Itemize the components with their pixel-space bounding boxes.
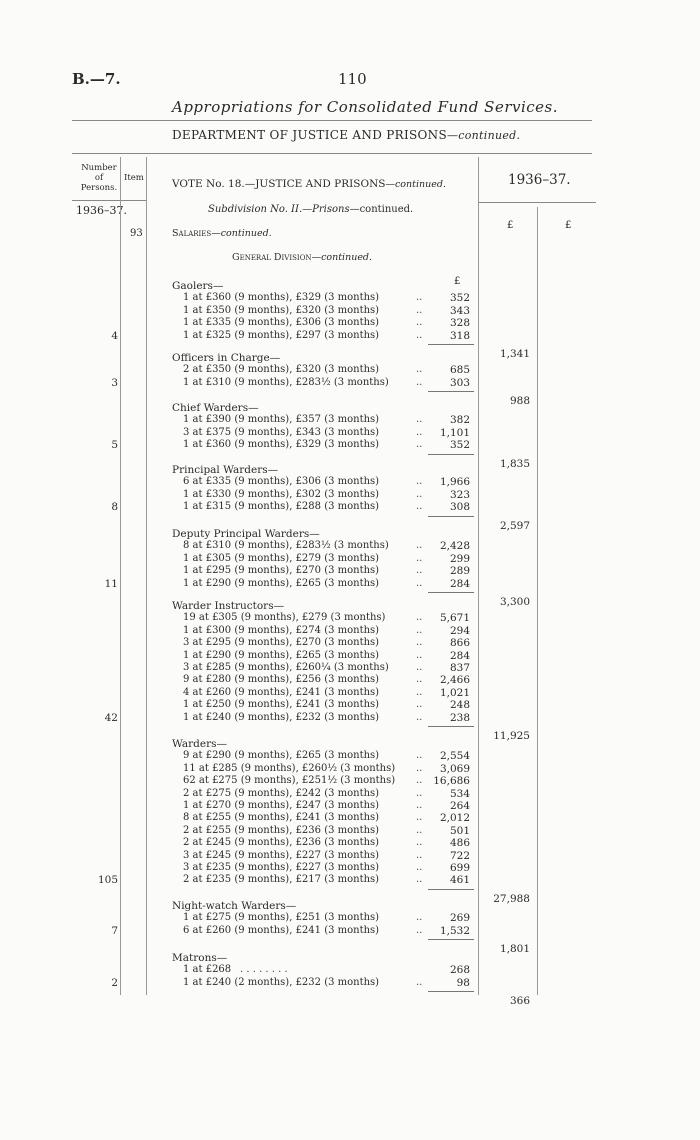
leader-dots: .. (416, 787, 423, 799)
line-amount: 294 (449, 624, 470, 637)
leader-dots: .. (416, 364, 423, 376)
line-amount: 699 (449, 862, 470, 874)
table-top-rule (72, 153, 592, 154)
salary-line: 2 at £235 (9 months), £217 (3 months) (183, 874, 380, 886)
department-suffix: —continued. (446, 129, 521, 142)
line-amount: 3,069 (439, 762, 470, 775)
subtotal-rule (428, 454, 474, 455)
department-heading (172, 128, 520, 142)
salary-line: 3 at £285 (9 months), £260¼ (3 months) (183, 662, 389, 673)
salary-line: 4 at £260 (9 months), £241 (3 months) (183, 686, 380, 698)
leader-dots: .. (416, 488, 423, 500)
line-amount: 461 (449, 874, 470, 887)
leader-dots: .. (416, 540, 423, 552)
line-amount: 5,671 (439, 612, 470, 625)
leader-dots: .. (416, 624, 423, 636)
line-amount: 382 (449, 414, 470, 427)
line-amount: 1,101 (439, 426, 470, 439)
leader-dots: .. (416, 762, 423, 774)
leader-dots: .. (416, 649, 423, 661)
group-title: Warder Instructors— (172, 600, 285, 612)
leader-dots: .. (416, 874, 423, 886)
line-amount: 343 (449, 304, 470, 317)
persons-count: 5 (111, 439, 118, 452)
subtotal-rule (428, 592, 474, 593)
salary-line: 19 at £305 (9 months), £279 (3 months) (183, 612, 386, 624)
leader-dots: .. (416, 501, 423, 513)
leader-dots: .. (416, 812, 423, 824)
subdivision-prefix: Subdivision No. II. (208, 204, 303, 215)
leader-dots: .. (416, 577, 423, 589)
leader-dots: .. (416, 849, 423, 861)
salary-line: 1 at £335 (9 months), £306 (3 months) (183, 317, 380, 329)
salary-line: 1 at £325 (9 months), £297 (3 months) (183, 329, 380, 341)
salaries-label: Salaries (172, 228, 212, 239)
line-amount: 16,686 (433, 775, 470, 788)
leader-dots: . . . . . . . . (240, 964, 288, 976)
salary-line: 1 at £360 (9 months), £329 (3 months) (183, 292, 380, 304)
line-amount: 248 (449, 699, 470, 712)
salary-line: 1 at £305 (9 months), £279 (3 months) (183, 552, 380, 564)
subtotal-rule (428, 991, 474, 992)
group-title: Warders— (172, 738, 228, 750)
group-title: Night-watch Warders— (172, 900, 297, 912)
salary-line: 3 at £235 (9 months), £227 (3 months) (183, 862, 380, 873)
leader-dots: .. (416, 862, 423, 873)
line-amount: 486 (449, 837, 470, 850)
header-rule (72, 120, 592, 121)
line-amount: 323 (449, 488, 470, 501)
salary-line: 1 at £250 (9 months), £241 (3 months) (183, 699, 380, 711)
line-amount: 238 (449, 711, 470, 724)
vote-title: VOTE No. 18.—JUSTICE AND PRISONS (172, 178, 386, 190)
salary-line: 1 at £310 (9 months), £283½ (3 months) (183, 376, 389, 388)
group-title: Officers in Charge— (172, 352, 281, 364)
line-amount: 1,021 (439, 686, 470, 699)
leader-dots: .. (416, 750, 423, 762)
salary-line: 1 at £350 (9 months), £320 (3 months) (183, 304, 380, 316)
column-divider-total (537, 207, 538, 995)
salary-line: 9 at £280 (9 months), £256 (3 months) (183, 674, 380, 686)
line-amount: 264 (449, 800, 470, 812)
persons-count: 3 (111, 376, 118, 389)
header-right-rule (478, 202, 596, 203)
department-name: DEPARTMENT OF JUSTICE AND PRISONS (172, 128, 447, 142)
salary-line: 1 at £300 (9 months), £274 (3 months) (183, 624, 380, 636)
salary-line: 6 at £260 (9 months), £241 (3 months) (183, 924, 380, 936)
salary-line: 9 at £290 (9 months), £265 (3 months) (183, 750, 380, 762)
column-divider-persons (120, 157, 121, 995)
line-amount: 1,966 (439, 476, 470, 489)
group-title: Deputy Principal Warders— (172, 528, 320, 540)
group-total: 988 (509, 395, 530, 408)
line-amount: 269 (449, 912, 470, 925)
group-total: 3,300 (499, 596, 530, 608)
item-number: 93 (130, 228, 143, 239)
leader-dots: .. (416, 674, 423, 686)
column-header-year: 1936–37. (508, 172, 571, 188)
salary-line: 1 at £290 (9 months), £265 (3 months) (183, 577, 380, 589)
leader-dots: .. (416, 800, 423, 811)
group-total: 2,597 (499, 519, 530, 532)
persons-count: 8 (111, 501, 118, 514)
salary-line: 8 at £255 (9 months), £241 (3 months) (183, 812, 380, 824)
line-amount: 866 (449, 637, 470, 650)
line-amount: 2,466 (439, 674, 470, 687)
leader-dots: .. (416, 637, 423, 649)
salary-line: 1 at £270 (9 months), £247 (3 months) (183, 800, 380, 811)
leader-dots: .. (416, 612, 423, 624)
persons-count: 42 (104, 711, 118, 724)
group-title: Matrons— (172, 952, 228, 964)
subdivision-heading (208, 204, 413, 215)
pound-header-right: £ (565, 220, 572, 231)
leader-dots: .. (416, 699, 423, 711)
line-amount: 289 (449, 565, 470, 578)
line-amount: 685 (449, 364, 470, 377)
subtotal-rule (428, 516, 474, 517)
leader-dots: .. (416, 414, 423, 426)
leader-dots: .. (416, 552, 423, 564)
line-amount: 352 (449, 439, 470, 452)
persons-count: 7 (111, 924, 118, 937)
group-total: 1,801 (499, 943, 530, 956)
group-total: 11,925 (493, 730, 530, 742)
line-amount: 2,012 (439, 812, 470, 825)
column-header-item: Item (124, 173, 144, 183)
line-amount: 303 (449, 376, 470, 389)
general-division-label: General Division (232, 252, 312, 263)
group-title: Gaolers— (172, 280, 224, 292)
salary-line: 3 at £245 (9 months), £227 (3 months) (183, 849, 380, 861)
vote-suffix: —continued. (385, 179, 446, 190)
salary-line: 2 at £255 (9 months), £236 (3 months) (183, 824, 380, 836)
leader-dots: .. (416, 662, 423, 673)
line-amount: 1,532 (439, 924, 470, 937)
salary-line: 3 at £295 (9 months), £270 (3 months) (183, 637, 380, 649)
group-total: 366 (509, 995, 530, 1008)
salary-line: 1 at £275 (9 months), £251 (3 months) (183, 912, 380, 924)
salary-line: 2 at £245 (9 months), £236 (3 months) (183, 837, 380, 849)
line-amount: 2,554 (439, 750, 470, 763)
leader-dots: .. (416, 292, 423, 304)
salary-line: 1 at £315 (9 months), £288 (3 months) (183, 501, 380, 513)
salary-line: 8 at £310 (9 months), £283½ (3 months) (183, 540, 389, 552)
salaries-heading (172, 228, 272, 239)
leader-dots: .. (416, 439, 423, 451)
persons-year-label: 1936–37. (76, 204, 127, 217)
persons-count: 4 (111, 329, 118, 342)
line-amount: 308 (449, 501, 470, 514)
line-amount: 98 (456, 976, 470, 989)
subdivision-suffix: —continued. (349, 204, 414, 215)
group-total: 1,835 (499, 457, 530, 470)
leader-dots: .. (416, 476, 423, 488)
subtotal-rule (428, 939, 474, 940)
line-amount: 328 (449, 317, 470, 330)
salary-line: 1 at £330 (9 months), £302 (3 months) (183, 488, 380, 500)
subtotal-rule (428, 889, 474, 890)
line-amount: 534 (449, 787, 470, 800)
line-amount: 837 (449, 662, 470, 674)
group-title: Chief Warders— (172, 402, 259, 414)
group-total: 27,988 (493, 892, 530, 905)
general-division-heading (232, 252, 372, 263)
page-title: Appropriations for Consolidated Fund Services. (172, 98, 559, 116)
column-header-vote (172, 178, 446, 190)
header-left-rule (72, 200, 146, 201)
persons-count: 11 (104, 577, 118, 590)
salary-line: 11 at £285 (9 months), £260½ (3 months) (183, 762, 396, 774)
line-amount: 2,428 (439, 540, 470, 553)
salary-line: 2 at £275 (9 months), £242 (3 months) (183, 787, 380, 799)
subtotal-rule (428, 344, 474, 345)
leader-dots: .. (416, 775, 423, 787)
amount-currency: £ (454, 276, 461, 287)
leader-dots: .. (416, 912, 423, 924)
salary-line: 1 at £295 (9 months), £270 (3 months) (183, 565, 380, 577)
salary-line: 3 at £375 (9 months), £343 (3 months) (183, 426, 380, 438)
subdivision-name: —Prisons (302, 204, 350, 215)
persons-count: 2 (111, 976, 118, 989)
leader-dots: .. (416, 686, 423, 698)
general-division-suffix: —continued. (311, 252, 373, 263)
line-amount: 284 (449, 649, 470, 662)
line-amount: 299 (449, 552, 470, 565)
document-reference: B.—7. (72, 70, 121, 88)
salary-line: 1 at £390 (9 months), £357 (3 months) (183, 414, 380, 426)
page-number: 110 (338, 70, 367, 88)
salary-line: 1 at £290 (9 months), £265 (3 months) (183, 649, 380, 661)
group-total: 1,341 (499, 348, 530, 360)
leader-dots: .. (416, 924, 423, 936)
salary-line: 1 at £240 (9 months), £232 (3 months) (183, 711, 380, 723)
persons-count: 105 (97, 874, 118, 887)
leader-dots: .. (416, 824, 423, 836)
salary-line: 1 at £268 (183, 964, 232, 976)
column-header-persons: Number of Persons. (80, 163, 118, 193)
leader-dots: .. (416, 837, 423, 849)
leader-dots: .. (416, 426, 423, 438)
pound-header-left: £ (507, 220, 514, 231)
line-amount: 284 (449, 577, 470, 590)
leader-dots: .. (416, 565, 423, 577)
line-amount: 501 (449, 824, 470, 837)
leader-dots: .. (416, 329, 423, 341)
leader-dots: .. (416, 376, 423, 388)
leader-dots: .. (416, 711, 423, 723)
salaries-suffix: —continued. (211, 228, 272, 239)
leader-dots: .. (416, 304, 423, 316)
line-amount: 318 (449, 329, 470, 342)
column-divider-item (146, 157, 147, 995)
salary-line: 1 at £240 (2 months), £232 (3 months) (183, 976, 380, 988)
column-divider-amount (478, 157, 479, 995)
leader-dots: .. (416, 976, 423, 988)
salary-line: 6 at £335 (9 months), £306 (3 months) (183, 476, 380, 488)
salary-line: 1 at £360 (9 months), £329 (3 months) (183, 439, 380, 451)
subtotal-rule (428, 391, 474, 392)
subtotal-rule (428, 726, 474, 727)
leader-dots: .. (416, 317, 423, 329)
salary-line: 62 at £275 (9 months), £251½ (3 months) (183, 775, 396, 787)
group-title: Principal Warders— (172, 464, 279, 476)
line-amount: 722 (449, 849, 470, 862)
line-amount: 268 (449, 964, 470, 977)
line-amount: 352 (449, 292, 470, 305)
salary-line: 2 at £350 (9 months), £320 (3 months) (183, 364, 380, 376)
